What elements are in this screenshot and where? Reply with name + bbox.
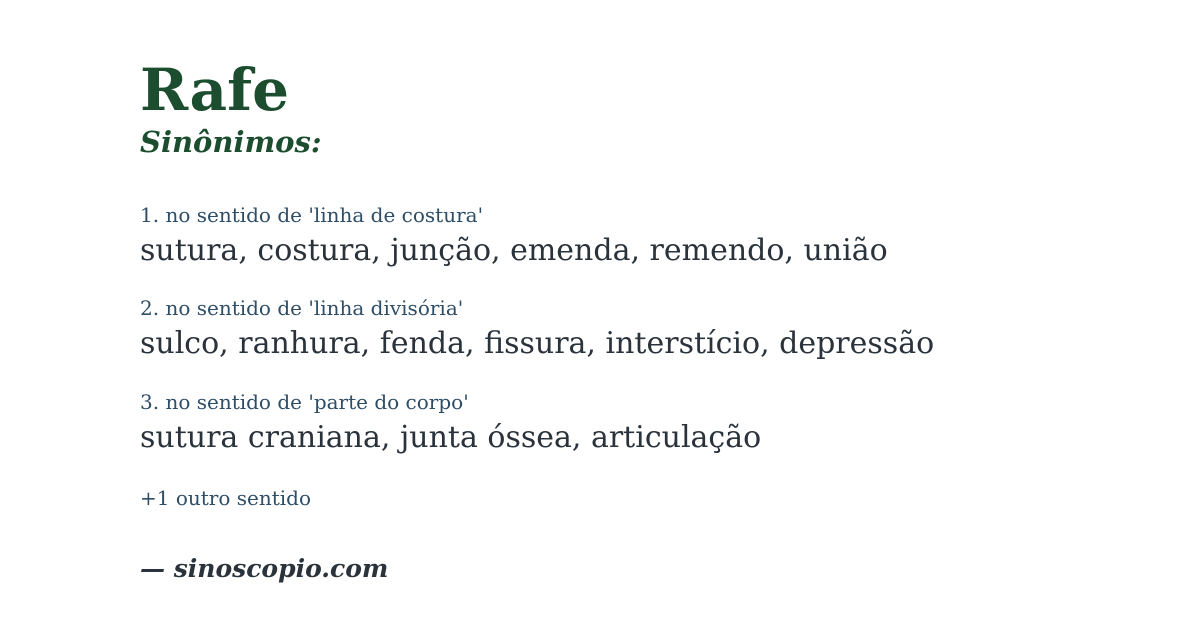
sense-block-1 [140,203,1160,270]
sense-synonyms: sutura craniana, junta óssea, articulação [140,419,762,455]
sense-block-3 [140,390,1160,457]
subtitle-sinonimos: Sinônimos: [140,124,322,159]
more-senses-note: +1 outro sentido [140,486,312,511]
sense-block-2 [140,296,1160,363]
sense-synonyms: sutura, costura, junção, emenda, remendo, união [140,232,888,268]
sense-label: 3. no sentido de 'parte do corpo' [140,389,469,414]
page-title: Rafe [140,56,289,124]
sense-label: 2. no sentido de 'linha divisória' [140,296,464,321]
attribution-source: — sinoscopio.com [140,554,389,584]
senses-list [140,203,1160,457]
sense-synonyms: sulco, ranhura, fenda, fissura, interstício, depressão [140,326,935,362]
sense-label: 1. no sentido de 'linha de costura' [140,202,484,227]
